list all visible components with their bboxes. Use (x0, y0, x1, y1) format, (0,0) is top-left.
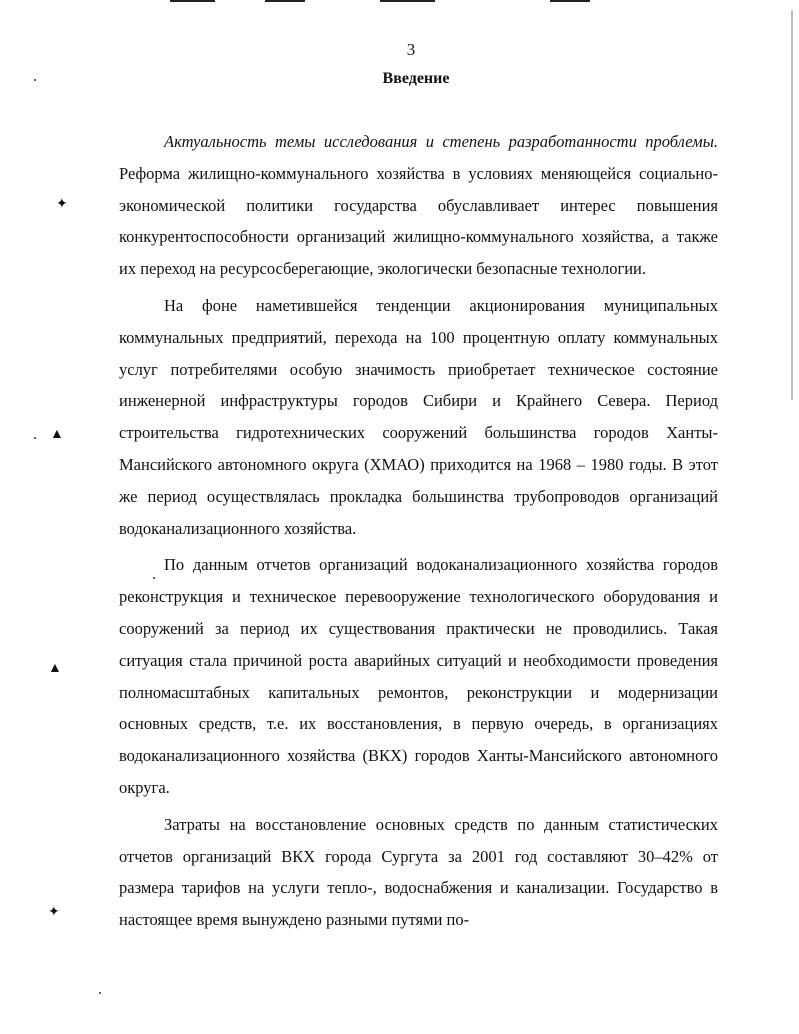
scan-speck (34, 437, 36, 439)
paragraph-2: На фоне наметившейся тенденции акционирования муниципальных коммунальных предприятий, перехода на 100 процентную оплату коммунальных услуг потребителями особую значимость приобретает техническое состояние инженерной инфраструктуры городов Сибири и Крайнего Севера. Период строительства гидротехнических сооружений большинства городов Ханты-Мансийского автономного округа (ХМАО) приходится на 1968 – 1980 годы. В этот же период осуществлялась прокладка большинства трубопроводов организаций водоканализационного хозяйства. (119, 295, 718, 538)
page-number: 3 (406, 40, 416, 59)
paragraph-4: Затраты на восстановление основных средств по данным статистических отчетов организаций ВКХ города Сургута за 2001 год составляют 30–42% от размера тарифов на услуги тепло-, водоснабжения и канализации. Государство в настоящее время вынуждено разными путями по- (119, 814, 718, 930)
margin-mark-icon: ▲ (48, 661, 62, 676)
page-title: Введение (382, 70, 450, 87)
margin-mark-icon: ✦ (56, 197, 68, 212)
paragraph-1-lead: Актуальность темы исследования и степень разработанности проблемы. (164, 132, 718, 151)
margin-mark-icon: ▲ (50, 427, 64, 442)
paragraph-1 (119, 126, 718, 285)
paragraph-3: По данным отчетов организаций водоканализационного хозяйства городов реконструкция и техническое перевооружение технологического оборудования и сооружений за период их существования практически не проводились. Такая ситуация стала причиной роста аварийных ситуаций и необходимости проведения полномасштабных капитальных ремонтов, реконструкции и модернизации основных средств, т.е. их восстановления, в первую очередь, в организациях водоканализационного хозяйства (ВКХ) городов Ханты-Мансийского автономного округа. (119, 555, 718, 797)
margin-mark-icon: ✦ (48, 905, 60, 920)
scan-speck (34, 79, 36, 81)
scan-speck (153, 577, 155, 579)
document-body (119, 126, 718, 936)
paragraph-1-text: Реформа жилищно-коммунального хозяйства в условиях меняющейся социально-экономической политики государства обуславливает интерес повышения конкурентоспособности организаций жилищно-коммунального хозяйства, а также их переход на ресурсосберегающие, экологически безопасные технологии. (119, 163, 718, 279)
scan-top-marks (170, 0, 610, 4)
scan-speck (99, 992, 101, 994)
